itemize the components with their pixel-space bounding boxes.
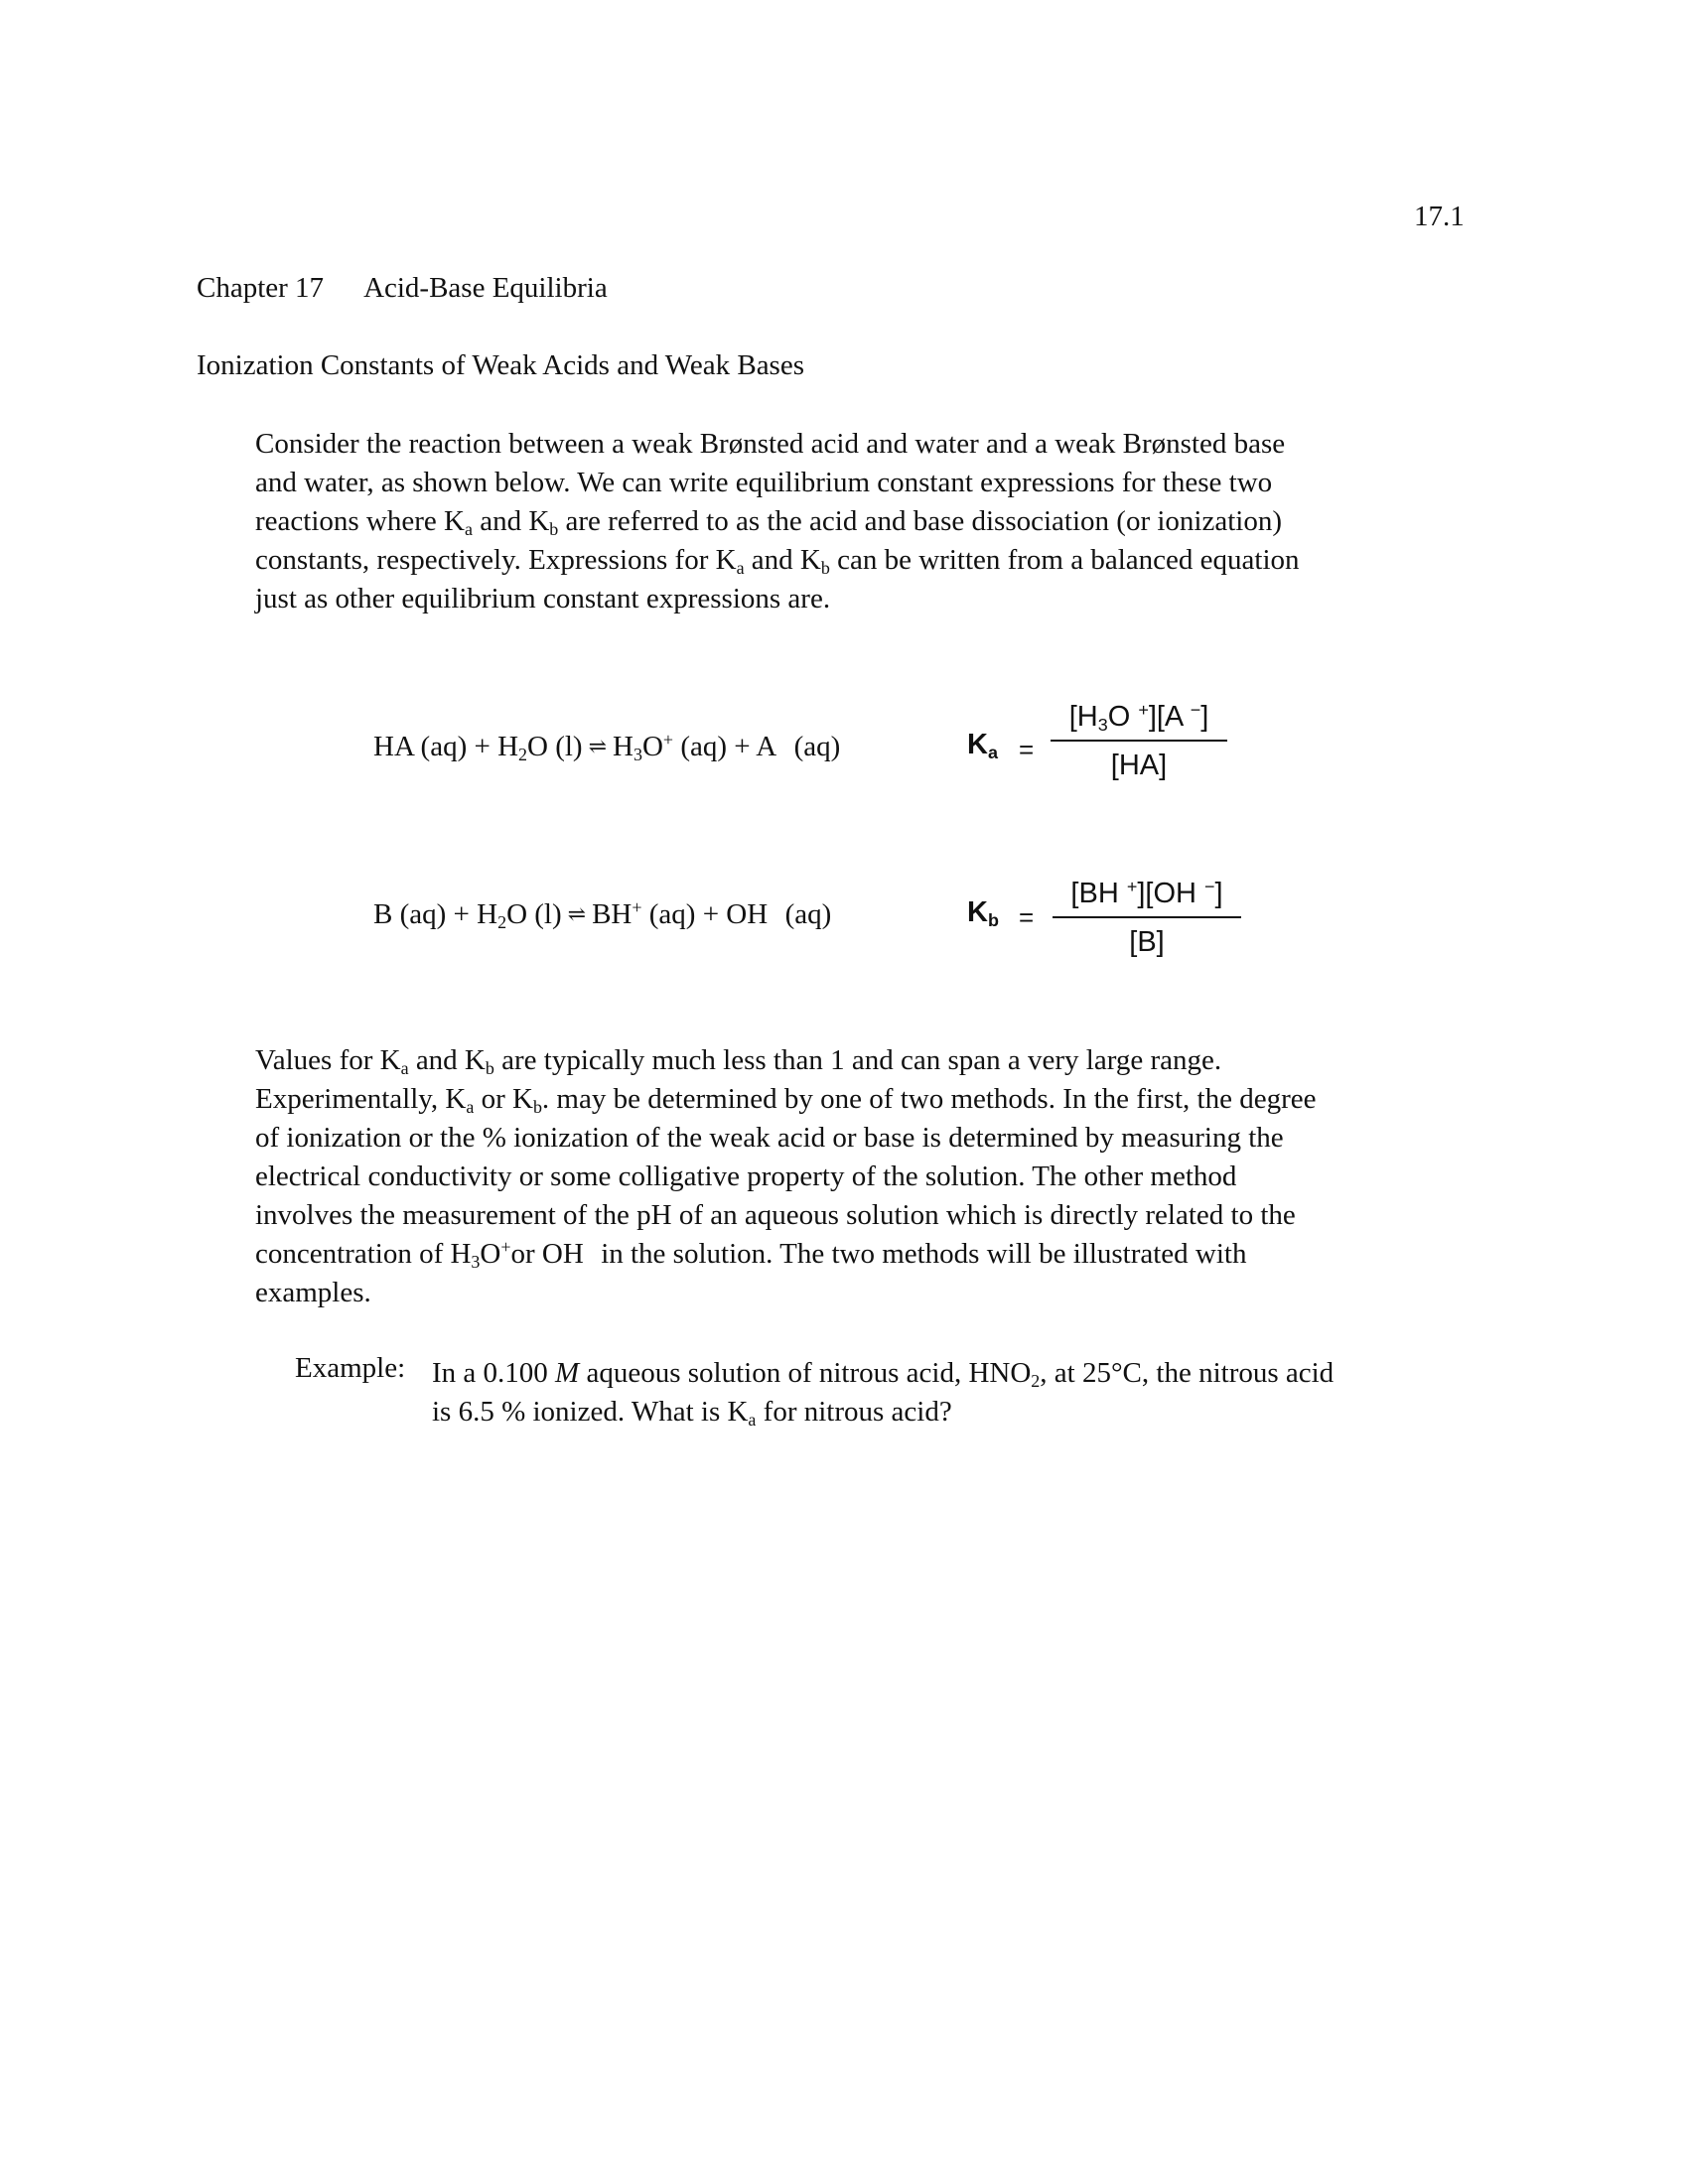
- paragraph-line: Experimentally, $K_a$ or $K_b$. may be determined by one of two methods. In the first, the degree: [255, 1083, 1317, 1118]
- ka-symbol: $K_a$: [967, 729, 998, 763]
- paragraph-line: of ionization or the % ionization of the weak acid or base is determined by measuring the: [255, 1122, 1284, 1154]
- paragraph-line: just as other equilibrium constant expressions are.: [255, 583, 831, 614]
- paragraph-line: constants, respectively. Expressions for $K_a$ and $K_b$ can be written from a balanced equation: [255, 544, 1300, 579]
- example-line: is 6.5 % ionized. What is $K_a$ for nitrous acid?: [432, 1396, 952, 1431]
- ka-expression: [1051, 700, 1227, 781]
- example-label: Example:: [295, 1352, 406, 1384]
- kb-expression: [1053, 877, 1241, 958]
- page-number: 17.1: [1414, 201, 1465, 232]
- paragraph-line: electrical conductivity or some colligative property of the solution. The other method: [255, 1160, 1237, 1192]
- paragraph-line: involves the measurement of the pH of an aqueous solution which is directly related to the: [255, 1199, 1296, 1231]
- kb-denominator: [B]: [1129, 926, 1165, 958]
- paragraph-line: reactions where $K_a$ and $K_b$ are referred to as the acid and base dissociation (or ionization): [255, 505, 1282, 540]
- kb-symbol: $K_b$: [967, 896, 999, 931]
- paragraph-line: examples.: [255, 1277, 371, 1308]
- paragraph-line: Values for $K_a$ and $K_b$ are typically much less than 1 and can span a very large range.: [255, 1044, 1222, 1079]
- base-dissociation-equation: B $(aq) + H_2O$ (l) ⇌ BH+ (aq) + OH− (aq): [373, 897, 832, 933]
- methods-paragraph: [255, 1041, 1316, 1312]
- paragraph-line: Consider the reaction between a weak Brønsted acid and water and a weak Brønsted base: [255, 428, 1286, 460]
- section-heading: Ionization Constants of Weak Acids and Weak Bases: [197, 349, 805, 381]
- fraction-bar: [1051, 740, 1227, 742]
- example-line: In a 0.100 M aqueous solution of nitrous acid, $HNO_2$, at 25°C, the nitrous acid: [432, 1357, 1335, 1392]
- equilibrium-arrow-icon: ⇌: [588, 734, 608, 758]
- paragraph-line: concentration of $H_3O^+or$ OH− in the solution. The two methods will be illustrated with: [255, 1237, 1247, 1273]
- chapter-title: Acid-Base Equilibria: [363, 272, 608, 304]
- ka-numerator: [$H_3O$ +][A −]: [1068, 700, 1209, 736]
- acid-dissociation-equation: HA $(aq) + H_2O$ (l) ⇌ $H_3O^+$ (aq) + A− (aq): [373, 730, 841, 765]
- kb-numerator: [BH +][OH −]: [1070, 877, 1223, 909]
- ka-denominator: [HA]: [1110, 750, 1168, 781]
- equilibrium-arrow-icon: ⇌: [567, 901, 587, 926]
- equals-sign: =: [1019, 735, 1035, 764]
- chapter-label: Chapter 17: [197, 272, 325, 304]
- intro-paragraph: [255, 425, 1300, 618]
- chapter-heading: [197, 274, 608, 303]
- example-question: [432, 1354, 1334, 1432]
- equals-sign: =: [1019, 902, 1035, 932]
- paragraph-line: and water, as shown below. We can write equilibrium constant expressions for these two: [255, 467, 1273, 498]
- fraction-bar: [1053, 916, 1241, 918]
